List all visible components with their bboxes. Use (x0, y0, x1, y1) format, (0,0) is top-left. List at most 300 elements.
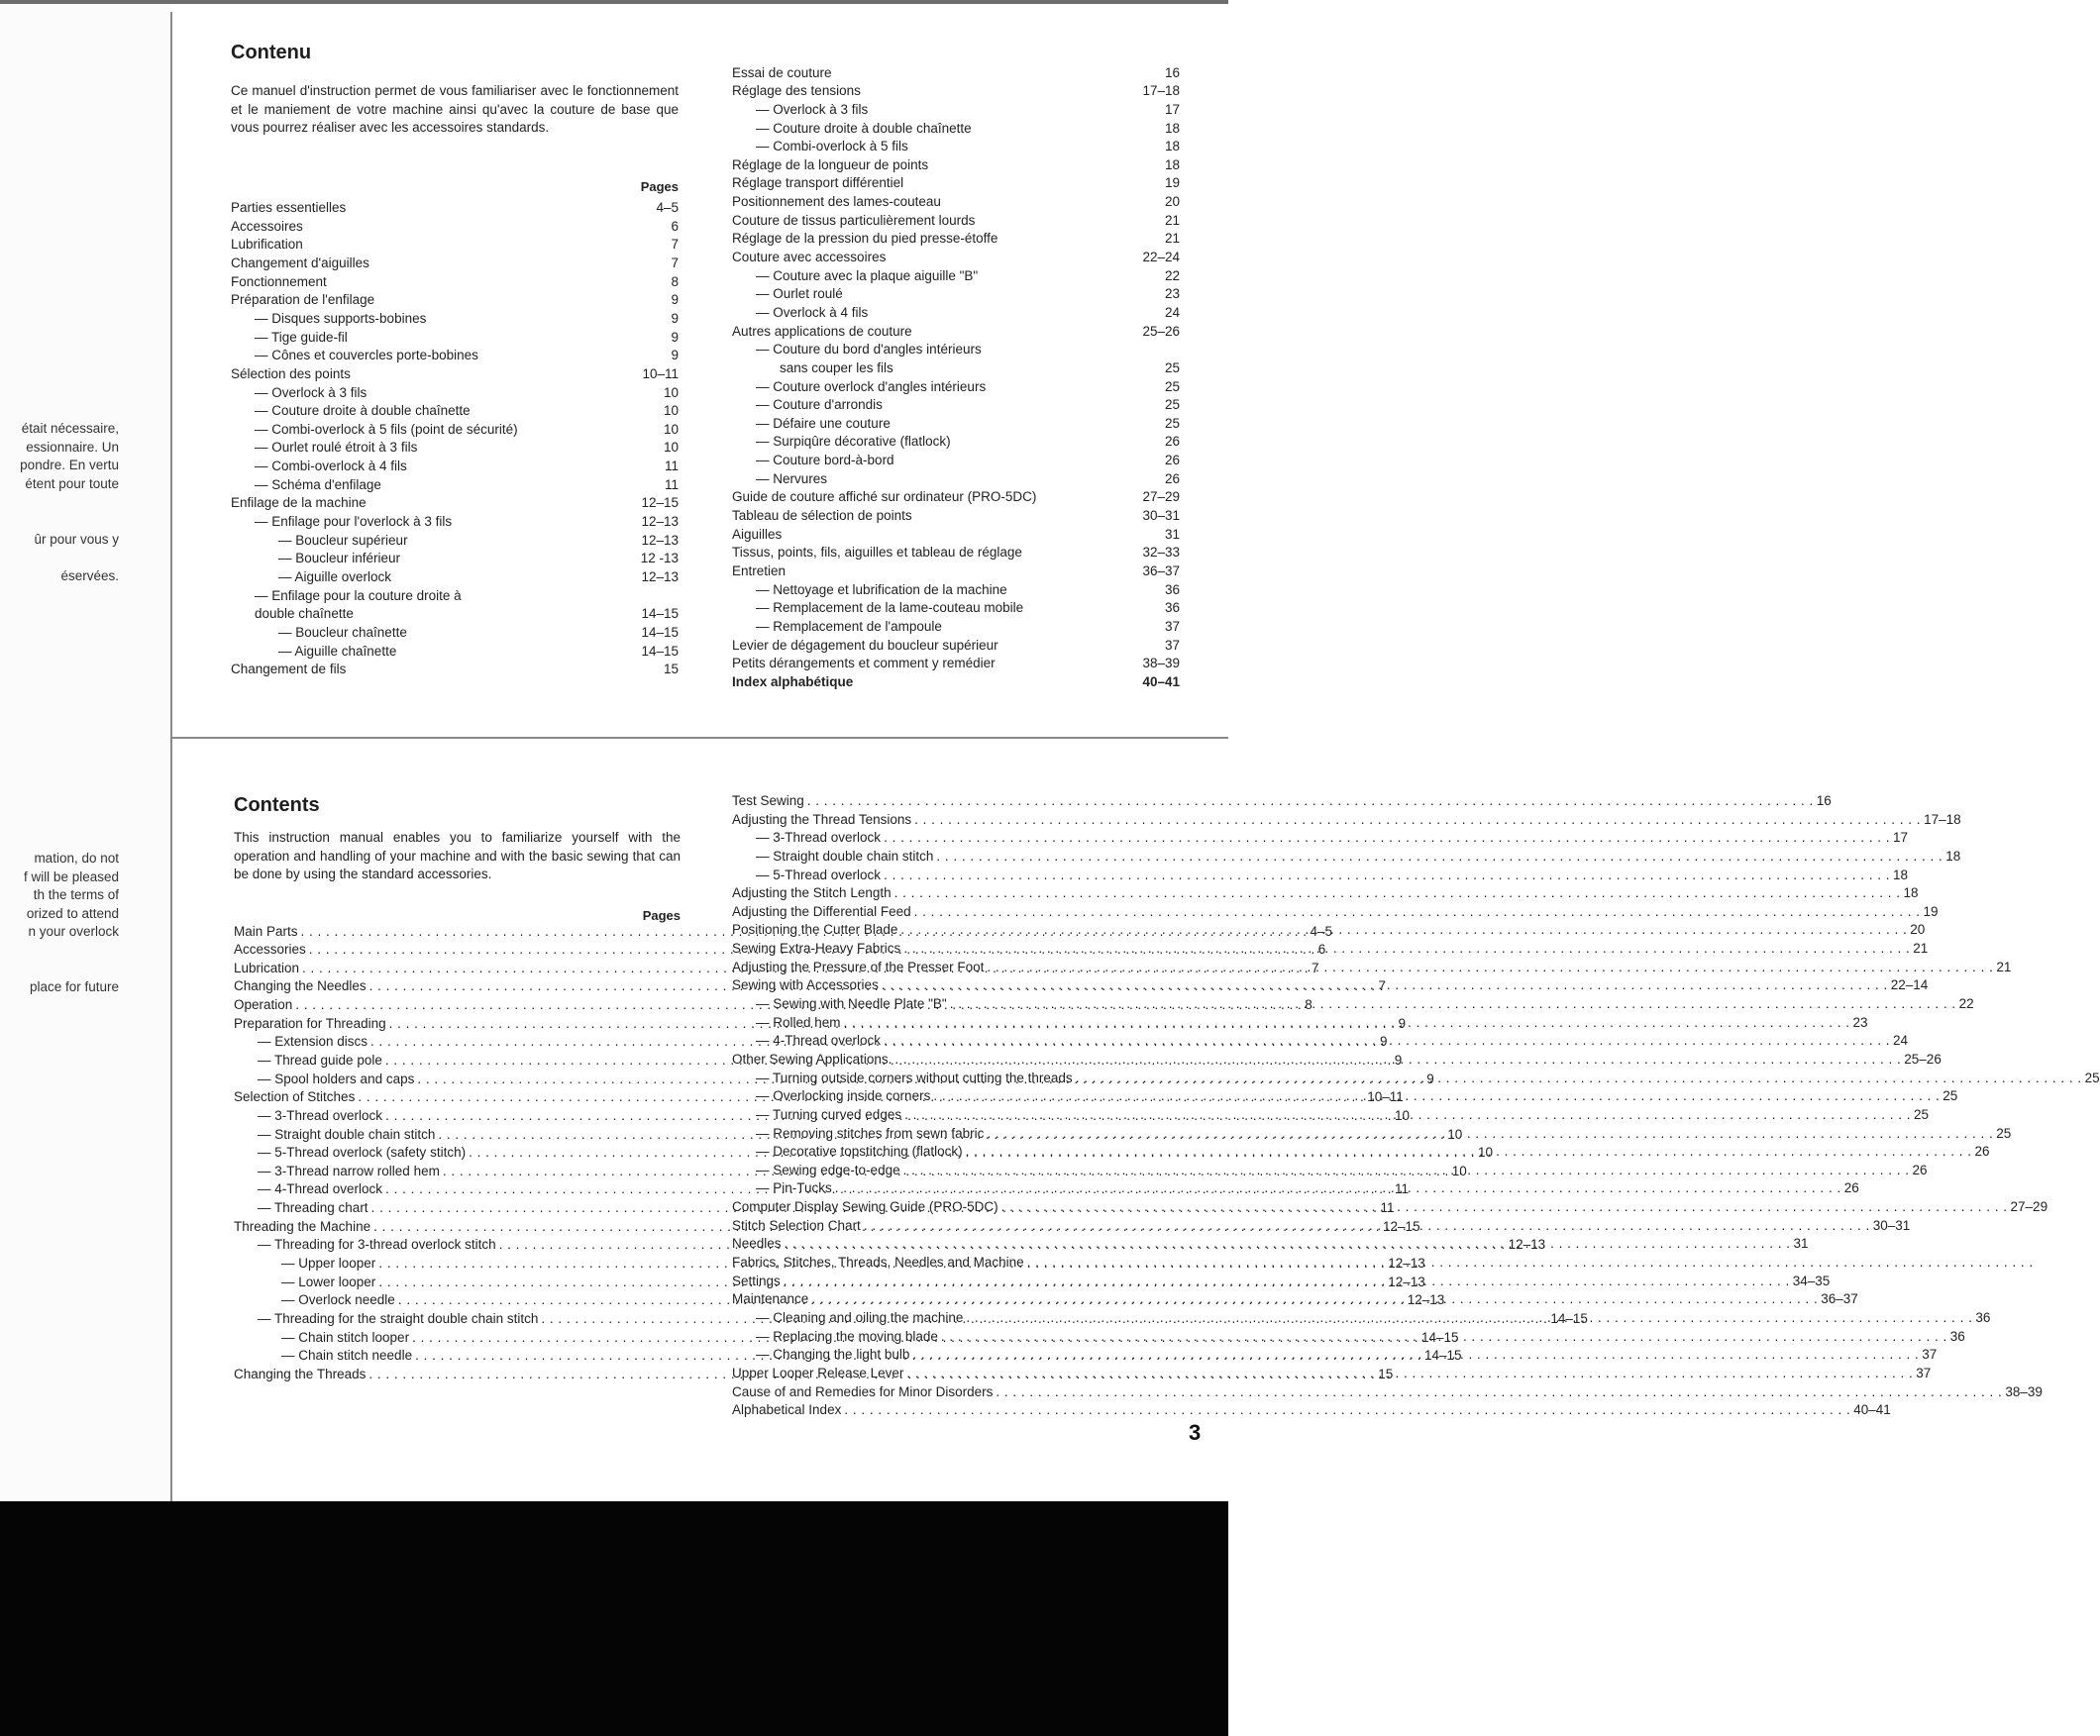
toc-entry (732, 940, 1929, 959)
toc-leader (351, 323, 669, 342)
toc-entry-page: 10 (663, 440, 679, 456)
toc-entry (732, 959, 2012, 977)
toc-leader (835, 58, 1162, 77)
toc-leader (1076, 1070, 2082, 1088)
scan-background (0, 1501, 1228, 1736)
toc-entry-page: 32–33 (1142, 545, 1180, 561)
toc-entry-title: — Cônes et couvercles porte-bobines (255, 348, 478, 363)
toc-leader (369, 378, 661, 397)
fragment-line: orized to attend (26, 905, 119, 921)
toc-entry-page: 31 (1164, 526, 1180, 542)
toc-entry-page: 10–11 (1367, 1089, 1404, 1105)
toc-leader (481, 342, 669, 360)
fragment-line: pondre. En vertu (20, 458, 119, 473)
toc-leader (897, 446, 1162, 464)
toc-entry-page: 26 (1843, 1180, 1859, 1196)
toc-entry-page: 18 (1164, 139, 1180, 154)
toc-entry-page: 9 (671, 329, 679, 345)
fragment-line: éservées. (60, 567, 119, 583)
toc-entry-page: 36 (1975, 1309, 1991, 1325)
toc-entry-page: 36 (1164, 600, 1180, 616)
toc-entry-page: 23 (1852, 1014, 1868, 1030)
toc-leader (1010, 575, 1162, 594)
top-rule (0, 0, 1228, 4)
toc-entry-title: — Pin-Tucks (756, 1180, 832, 1196)
french-intro-column (231, 42, 679, 677)
toc-entry-page: 37 (1164, 618, 1180, 634)
toc-leader (785, 1235, 1791, 1254)
toc-entry-page: 40–41 (1142, 673, 1180, 689)
toc-entry-title: — Couture d'arrondis (756, 397, 883, 413)
toc-entry-title: — Disques supports-bobines (255, 310, 427, 326)
toc-entry-title: Other Sewing Applications. (732, 1051, 892, 1067)
fragment-line: th the terms of (33, 887, 119, 903)
toc-entry-page: 7 (671, 237, 679, 253)
toc-entry-title: — Straight double chain stitch (756, 848, 934, 864)
toc-entry-page: 21 (1164, 231, 1180, 247)
toc-entry-title: Alphabetical Index (732, 1402, 842, 1418)
toc-leader (384, 470, 662, 489)
toc-entry-title: — Nervures (756, 470, 828, 486)
toc-entry-page: 37 (1164, 637, 1180, 653)
fragment-line (0, 549, 170, 567)
toc-entry-page: 22–24 (1142, 250, 1180, 265)
toc-entry-title: — Remplacement de la lame-couteau mobile (756, 600, 1024, 616)
toc-entry-title: — Upper looper (281, 1256, 376, 1272)
toc-entry-page: 14–15 (1424, 1348, 1462, 1364)
toc-leader (864, 77, 1140, 96)
toc-entry-title: Petits dérangements et comment y remédier (732, 656, 996, 671)
left-fragment-french (0, 420, 170, 585)
toc-entry-title: Lubrication (234, 960, 300, 975)
toc-entry-page: 22 (1958, 996, 1974, 1012)
toc-entry-title: — Boucleur inférieur (278, 551, 401, 566)
toc-entry-page: 12–13 (1508, 1237, 1546, 1253)
toc-entry-title: Sélection des points (231, 365, 351, 381)
toc-entry-title: Aiguilles (732, 526, 783, 542)
toc-entry (732, 520, 1180, 542)
toc-entry-title: — Lower looper (281, 1274, 376, 1289)
toc-entry-title: Index alphabétique (732, 673, 854, 689)
toc-entry-page: 38–39 (1142, 656, 1180, 671)
toc-entry-page: 24 (1893, 1033, 1909, 1049)
toc-entry-page: 9 (1379, 1034, 1388, 1050)
toc-entry-page: 9 (1394, 1052, 1403, 1068)
toc-entry-title: Test Sewing (732, 793, 804, 808)
toc-entry-title: Changement d'aiguilles (231, 255, 369, 271)
toc-leader (950, 995, 1956, 1014)
toc-entry-title: — Changing the light bulb (756, 1347, 910, 1363)
toc-entry-title: Préparation de l'enfilage (231, 292, 375, 308)
toc-entry-page: 25–26 (1904, 1051, 1942, 1067)
toc-leader (521, 415, 661, 434)
toc-entry-page: 26 (1164, 470, 1180, 486)
toc-entry-title: Settings (732, 1273, 781, 1288)
toc-entry-title: — Couture droite à double chaînette (255, 403, 471, 419)
toc-entry-page: 14–15 (1550, 1310, 1588, 1326)
toc-entry-page: 12 -13 (640, 551, 679, 566)
toc-entry-title: Levier de dégagement du boucleur supérieur (732, 637, 998, 653)
toc-entry (732, 903, 1939, 922)
french-title: Contenu (231, 42, 312, 63)
toc-leader (394, 562, 638, 581)
toc-entry-page: 8 (1305, 997, 1312, 1013)
toc-leader (354, 359, 640, 378)
toc-entry-page: 10 (1451, 1163, 1467, 1178)
toc-entry-page: 10–11 (642, 365, 679, 381)
toc-entry-title: Adjusting the Differential Feed (732, 903, 911, 919)
toc-entry-title: — Aiguille overlock (278, 568, 392, 584)
toc-entry-title: Adjusting the Thread Tensions (732, 811, 912, 827)
toc-entry-title: — Tige guide-fil (255, 329, 348, 345)
toc-entry-page: 11 (1380, 1200, 1395, 1216)
toc-entry-title: Enfilage de la machine (231, 495, 367, 511)
fragment-line: essionnaire. Un (26, 439, 119, 455)
toc-entry-page: 25 (1164, 397, 1180, 413)
toc-entry-page: 21 (1996, 959, 2012, 974)
toc-entry-title: Adjusting the Stitch Length (732, 885, 892, 901)
toc-entry-page: 17–18 (1924, 811, 1961, 827)
fragment-line: étent pour toute (25, 475, 119, 491)
toc-leader (788, 557, 1139, 575)
toc-entry-page: 18 (1945, 848, 1961, 864)
toc-entry-page: 30–31 (1142, 508, 1180, 524)
toc-entry-page: 12–13 (641, 532, 679, 548)
toc-leader (856, 667, 1139, 686)
toc-entry-page: 26 (1164, 453, 1180, 468)
toc-leader (1000, 225, 1162, 244)
toc-leader (884, 867, 1890, 885)
toc-entry (732, 848, 1961, 867)
toc-leader (914, 903, 1921, 922)
toc-entry-title: — Couture overlock d'angles intérieurs (756, 378, 987, 394)
toc-entry-title: Positioning the Cutter Blade (732, 922, 898, 938)
toc-entry-title: — Threading for the straight double chain stitch (258, 1310, 539, 1326)
toc-entry-title: — Remplacement de l'ampoule (756, 618, 942, 634)
toc-entry-title: — Couture droite à double chaînette (756, 120, 972, 136)
toc-entry-title: Stitch Selection Chart (732, 1217, 861, 1233)
toc-leader (941, 1328, 1947, 1347)
toc-entry-page: 12–13 (1407, 1292, 1445, 1308)
toc-entry-title: — Overlock à 3 fils (756, 101, 869, 117)
toc-leader (915, 317, 1140, 336)
toc-entry-title: Lubrification (231, 237, 303, 253)
toc-entry-page: 36 (1164, 581, 1180, 597)
toc-entry-page: 10 (663, 421, 679, 437)
toc-entry-title: Couture avec accessoires (732, 250, 887, 265)
toc-entry-title: — Threading chart (258, 1200, 368, 1216)
toc-entry-title: Entretien (732, 562, 787, 578)
toc-entry (231, 194, 679, 216)
toc-leader (330, 267, 669, 286)
toc-entry-page: 9 (671, 310, 679, 326)
fragment-line (0, 512, 170, 531)
toc-leader (936, 848, 1942, 867)
toc-entry-page: 14–15 (641, 624, 679, 640)
toc-entry-page: 20 (1910, 922, 1926, 938)
toc-entry-page: 36–37 (1821, 1291, 1858, 1307)
toc-entry-page: 18 (1164, 120, 1180, 136)
toc-entry-page: 7 (1311, 960, 1319, 975)
toc-entry-page: 19 (1923, 903, 1939, 919)
toc-leader (914, 811, 1921, 830)
toc-entry-page: 18 (1903, 885, 1919, 901)
toc-entry-title: — 4-Thread overlock (258, 1181, 383, 1197)
toc-leader (966, 1143, 1972, 1162)
toc-entry-page: 10 (1478, 1145, 1494, 1161)
toc-entry-title: — Combi-overlock à 4 fils (255, 459, 407, 474)
toc-leader (377, 286, 668, 305)
toc-leader (966, 1309, 1972, 1328)
toc-leader (1001, 1198, 2008, 1217)
toc-entry-page: 30–31 (1872, 1217, 1911, 1233)
toc-leader (1026, 594, 1162, 613)
toc-entry-page: 20 (1164, 194, 1180, 210)
toc-leader (906, 169, 1162, 188)
toc-entry-title: — 3-Thread overlock (756, 830, 882, 846)
page-number: 3 (1189, 1420, 1202, 1445)
toc-leader (455, 507, 638, 526)
toc-entry-page: 40–41 (1853, 1402, 1891, 1418)
fragment-line (0, 961, 170, 979)
french-intro: Ce manuel d'instruction permet de vous familiariser avec le fonctionnement et le maniement de votre machine ainsi qu'avec la couture de base que vous pourrez réaliser avec les accessoires standards. (231, 83, 679, 135)
toc-leader (998, 650, 1140, 668)
toc-leader (410, 618, 639, 637)
toc-entry (732, 884, 1919, 903)
toc-entry-page: 19 (1164, 175, 1180, 191)
toc-entry (732, 575, 1180, 597)
toc-entry-page: 21 (1913, 941, 1929, 957)
page-gutter-line (170, 12, 172, 1501)
toc-leader (954, 428, 1162, 447)
toc-entry (732, 557, 1180, 578)
toc-entry-page: 27–29 (1142, 489, 1180, 505)
toc-leader (864, 1217, 1870, 1236)
toc-leader (931, 151, 1162, 169)
toc-entry-title: — Thread guide pole (258, 1052, 382, 1068)
toc-leader (904, 1106, 1911, 1125)
toc-leader (465, 581, 676, 600)
toc-entry-page: 31 (1793, 1236, 1809, 1252)
toc-entry-page: 15 (1378, 1366, 1394, 1381)
toc-entry-page: 17 (1893, 830, 1909, 846)
toc-entry (732, 1401, 1891, 1420)
toc-entry-title: Réglage des tensions (732, 83, 861, 99)
toc-entry-title: Threading the Machine (234, 1218, 371, 1234)
toc-leader (1027, 1254, 2034, 1273)
toc-entry-page: 12–13 (641, 514, 679, 530)
toc-leader (1025, 539, 1140, 558)
toc-leader (871, 298, 1162, 317)
toc-entry-page: 10 (1395, 1107, 1411, 1123)
french-toc-column-2 (732, 58, 1180, 689)
toc-entry-title: — Spool holders and caps (258, 1071, 415, 1086)
fragment-line (0, 493, 170, 512)
toc-entry-page: 9 (671, 348, 679, 363)
toc-entry (732, 829, 1909, 848)
toc-entry-title: — Turning curved edges (756, 1106, 902, 1122)
toc-entry-title: — Overlock needle (281, 1292, 395, 1308)
toc-entry-page: 9 (1398, 1015, 1407, 1031)
toc-entry-title: Tissus, points, fils, aiguilles et tableau de réglage (732, 545, 1022, 561)
toc-entry-page: 14–15 (641, 643, 679, 659)
toc-entry-title: — Ourlet roulé (756, 286, 843, 302)
toc-leader (894, 884, 1901, 903)
toc-leader (915, 501, 1140, 520)
toc-entry-title: — Aiguille chaînette (278, 643, 397, 659)
toc-leader (1001, 631, 1162, 650)
toc-leader (886, 391, 1162, 410)
french-toc-col2 (732, 58, 1180, 689)
toc-entry-page: 37 (1916, 1365, 1932, 1380)
toc-leader (411, 526, 639, 545)
toc-leader (896, 354, 1162, 372)
toc-entry-page: 25 (1914, 1106, 1930, 1122)
toc-entry-title: Changing the Needles (234, 978, 367, 994)
toc-entry-title: Cause of and Remedies for Minor Disorders (732, 1383, 994, 1399)
toc-entry-title: Accessories (234, 942, 306, 958)
toc-leader (889, 243, 1139, 261)
toc-entry-title: — Boucleur chaînette (278, 624, 407, 640)
toc-entry-page: 11 (664, 476, 679, 492)
toc-entry (732, 811, 1961, 830)
toc-leader (811, 1290, 1818, 1309)
toc-entry (732, 539, 1180, 561)
toc-entry-title: Sewing with Accessories (732, 977, 879, 993)
toc-entry-title: Guide de couture affiché sur ordinateur (PRO-5DC) (732, 489, 1037, 505)
toc-leader (473, 397, 661, 416)
toc-leader (399, 637, 638, 656)
toc-entry-title: — Straight double chain stitch (258, 1126, 436, 1142)
toc-leader (882, 976, 1888, 995)
toc-leader (996, 1383, 2002, 1402)
toc-entry-page: 12–13 (1388, 1274, 1425, 1289)
toc-entry-title: — Combi-overlock à 5 fils (756, 139, 908, 154)
toc-entry-title: Réglage transport différentiel (732, 175, 904, 191)
toc-entry-title: Réglage de la longueur de points (732, 156, 929, 172)
toc-entry (732, 995, 1974, 1014)
toc-entry-title: Sewing Extra-Heavy Fabrics (732, 941, 901, 957)
toc-leader (1039, 483, 1139, 502)
toc-leader (410, 452, 662, 470)
section-divider (172, 737, 1228, 739)
toc-entry-page: 9 (671, 292, 679, 308)
toc-entry-page: 18 (1893, 867, 1909, 882)
toc-leader (884, 1032, 1890, 1051)
toc-entry-page: 24 (1164, 304, 1180, 320)
toc-entry-title: Fabrics, Stitches, Threads, Needles and Machine (732, 1255, 1024, 1271)
toc-leader (403, 545, 638, 563)
toc-leader (369, 489, 639, 508)
toc-leader (906, 1365, 1913, 1383)
english-intro: This instruction manual enables you to familiarize yourself with the operation and handling of your machine and with the basic sewing that can be done by using the standard accessories. (234, 830, 681, 881)
toc-entry-title: Réglage de la pression du pied presse-étoffe (732, 231, 998, 247)
toc-entry-page: 17–18 (1142, 83, 1180, 99)
toc-entry-title: — Nettoyage et lubrification de la machine (756, 581, 1007, 597)
toc-leader (893, 409, 1162, 428)
toc-entry-title: — Threading for 3-thread overlock stitch (258, 1237, 496, 1253)
toc-leader (987, 959, 1993, 977)
toc-leader (894, 1051, 1901, 1070)
toc-leader (884, 829, 1890, 848)
toc-entry (732, 976, 1929, 995)
toc-entry-title: Changing the Threads (234, 1366, 367, 1381)
toc-entry (732, 1254, 1181, 1273)
toc-entry-title: Computer Display Sewing Guide (PRO-5DC) (732, 1199, 998, 1215)
toc-entry-title: Tableau de sélection de points (732, 508, 912, 524)
toc-entry-title: — 3-Thread overlock (258, 1107, 383, 1123)
toc-leader (420, 434, 661, 453)
toc-entry-page: 10 (663, 403, 679, 419)
toc-entry-title: — Sewing with Needle Plate "B" (756, 996, 947, 1012)
toc-entry-title: — Replacing the moving blade (756, 1328, 938, 1344)
toc-entry-title: Changement de fils (231, 662, 347, 677)
toc-entry-title: Parties essentielles (231, 200, 347, 216)
toc-entry-page: 27–29 (2010, 1199, 2048, 1215)
toc-entry-page: 11 (1395, 1181, 1410, 1197)
toc-leader (807, 792, 1814, 811)
toc-entry-title: — Chain stitch needle (281, 1348, 413, 1364)
toc-leader (975, 114, 1162, 133)
toc-leader (989, 372, 1162, 391)
toc-leader (349, 656, 661, 674)
toc-entry-page: 25 (1164, 415, 1180, 431)
toc-entry-page: 25 (2084, 1070, 2100, 1085)
toc-entry (732, 867, 1909, 885)
toc-entry-page: 4–5 (1310, 923, 1332, 939)
toc-leader (945, 612, 1162, 631)
toc-entry-title: Couture de tissus particulièrement lourds (732, 212, 976, 228)
toc-leader (357, 600, 639, 619)
toc-entry-page: 34–35 (1792, 1273, 1831, 1288)
toc-entry-title: — Couture avec la plaque aiguille "B" (756, 267, 979, 283)
toc-entry-page: 12–13 (1388, 1256, 1425, 1272)
toc-entry-page: 21 (1164, 212, 1180, 228)
toc-entry-title: Fonctionnement (231, 273, 327, 289)
toc-entry-title: — Cleaning and oiling the machine (756, 1309, 964, 1325)
toc-entry-title: — Combi-overlock à 5 fils (point de sécurité) (255, 421, 518, 437)
french-toc-col1 (231, 194, 679, 677)
toc-entry-title: — Chain stitch looper (281, 1329, 410, 1345)
toc-leader (900, 921, 1907, 940)
toc-entry-title: Upper Looper Release Lever (732, 1365, 904, 1380)
toc-leader (306, 231, 669, 250)
toc-entry-title: — Overlock à 3 fils (255, 384, 368, 400)
toc-entry-page: 16 (1164, 64, 1180, 80)
toc-entry-title: — Overlocking inside corners (756, 1088, 931, 1104)
toc-leader (903, 1162, 1910, 1180)
toc-entry (732, 1383, 2043, 1402)
toc-leader (987, 1125, 1993, 1144)
toc-entry-title: Selection of Stitches (234, 1089, 356, 1105)
toc-entry-title: sans couper les fils (780, 359, 893, 375)
toc-entry-page: 25 (1942, 1088, 1958, 1104)
toc-entry-page: 7 (1378, 978, 1387, 994)
fragment-line: f will be pleased (23, 868, 119, 884)
toc-entry-page: 26 (1974, 1144, 1990, 1160)
toc-entry-page: 25 (1164, 378, 1180, 394)
toc-entry-title: Preparation for Threading (234, 1015, 386, 1031)
toc-entry-title: — Surpiqûre décorative (flatlock) (756, 434, 951, 450)
toc-entry-page: 25–26 (1142, 323, 1180, 339)
toc-leader (933, 1087, 1940, 1106)
french-pages-label: Pages (640, 178, 679, 194)
toc-entry-title: — 3-Thread narrow rolled hem (258, 1163, 440, 1178)
toc-entry-title: — Sewing edge-to-edge (756, 1162, 900, 1177)
toc-leader (784, 1273, 1790, 1291)
toc-entry-title: — Enfilage pour l'overlock à 3 fils (255, 514, 453, 530)
toc-entry-page: 14–15 (1421, 1329, 1459, 1345)
